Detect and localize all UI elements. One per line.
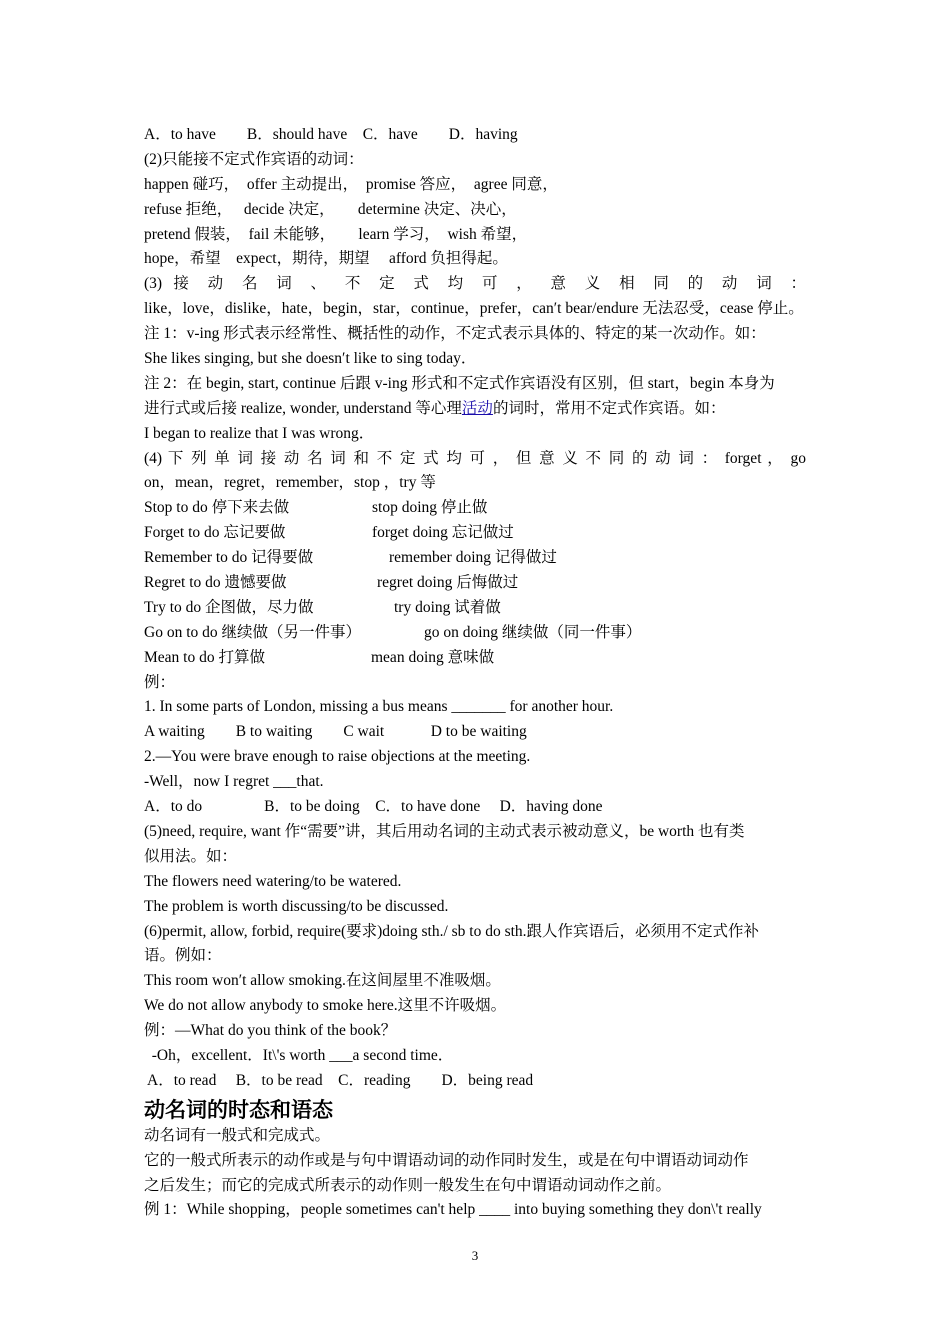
text-line: -Oh，excellent．It\'s worth ___a second time． [144,1046,454,1064]
activity-link[interactable]: 活动 [461,399,493,417]
text-line: on，mean，regret，remember，stop ，try 等 [144,474,436,492]
text-line: We do not allow anybody to smoke here.这里不许吸烟。 [144,997,507,1015]
text-line: -Well，now I regret ___that. [144,773,324,791]
text-line: A．to read B．to be read C．reading D．being read [144,1071,534,1089]
verb-pair-row [144,646,806,671]
verb-pair-row [144,546,806,571]
text-line: This room won′t allow smoking.在这间屋里不准吸烟。 [144,972,501,990]
pair-left: Go on to do 继续做（另一件事） [144,623,362,641]
text-line: She likes singing, but she doesn′t like to sing today． [144,350,477,368]
pair-right: remember doing 记得做过 [389,549,557,567]
text-line: (4) 下 列 单 词 接 动 名 词 和 不 定 式 均 可 ， 但 意 义 不 同 的 动 词 ： forget ， go [144,449,806,467]
text-line: The problem is worth discussing/to be discussed. [144,897,449,915]
text-line: (3) 接 动 名 词 、 不 定 式 均 可 ， 意 义 相 同 的 动 词 ： [144,275,806,293]
text-line: 注 1：v-ing 形式表示经常性、概括性的动作，不定式表示具体的、特定的某一次动作。如： [144,325,766,343]
text-line: 例 1：While shopping，people sometimes can't help ____ into buying something they don\'t really [144,1201,762,1219]
text-line: 动名词有一般式和完成式。 [144,1126,331,1144]
pair-left: Stop to do 停下来去做 [144,499,290,517]
text-line: A．to have B．should have C．have D．having [144,126,518,143]
section-heading: 动名词的时态和语态 [144,1097,333,1122]
text-line: 之后发生；而它的完成式所表示的动作则一般发生在句中谓语动词动作之前。 [144,1176,672,1194]
text-span: 进行式或后接 realize, wonder, understand 等心理 [144,399,462,417]
text-line: 例： [144,673,176,691]
pair-left: Regret to do 遗憾要做 [144,574,287,592]
text-line: 它的一般式所表示的动作或是与句中谓语动词的动作同时发生，或是在句中谓语动词动作 [144,1151,749,1169]
pair-left: Try to do 企图做，尽力做 [144,598,314,616]
text-line: 例：—What do you think of the book？ [144,1022,397,1040]
text-line: happen 碰巧， offer 主动提出， promise 答应， agree 同意， [144,175,558,193]
text-line: 2.—You were brave enough to raise objections at the meeting. [144,748,531,766]
text-line: I began to realize that I was wrong． [144,424,375,442]
text-line: 似用法。如： [144,847,238,865]
verb-pair-row [144,571,806,596]
text-span: 的词时，常用不定式作宾语。如： [492,399,726,417]
pair-left: Mean to do 打算做 [144,648,265,666]
text-line: pretend 假装， fail 未能够， learn 学习， wish 希望， [144,225,528,243]
pair-right: mean doing 意味做 [371,648,495,666]
page-content [144,123,806,1223]
text-line: hope，希望 expect，期待，期望 afford 负担得起。 [144,250,508,268]
verb-pair-row [144,521,806,546]
pair-right: try doing 试着做 [394,598,501,616]
text-line: 1. In some parts of London, missing a bus means _______ for another hour. [144,698,614,716]
text-line: A．to do B．to be doing C．to have done D．having done [144,798,603,816]
text-line: like，love，dislike，hate，begin，star，continue，prefer，can′t bear/endure 无法忍受，cease 停止。 [144,300,804,318]
pair-right: stop doing 停止做 [372,499,488,517]
text-line: The flowers need watering/to be watered. [144,872,402,890]
text-line: 注 2：在 begin, start, continue 后跟 v-ing 形式和不定式作宾语没有区别，但 start，begin 本身为 [144,374,775,392]
verb-pair-row [144,621,806,646]
text-line: refuse 拒绝， decide 决定， determine 决定、决心， [144,200,517,218]
verb-pair-row [144,596,806,621]
text-line: A waiting B to waiting C wait D to be waiting [144,723,527,741]
pair-right: go on doing 继续做（同一件事） [424,623,642,641]
pair-left: Forget to do 忘记要做 [144,524,286,542]
verb-pair-row [144,496,806,521]
text-line: (2)只能接不定式作宾语的动词： [144,150,364,168]
text-line: (5)need, require, want 作“需要”讲，其后用动名词的主动式表示被动意义，be worth 也有类 [144,822,745,840]
pair-left: Remember to do 记得要做 [144,549,314,567]
text-line: (6)permit, allow, forbid, require(要求)doing sth./ sb to do sth.跟人作宾语后，必须用不定式作补 [144,922,760,940]
page-number: 3 [471,1248,479,1263]
pair-right: forget doing 忘记做过 [372,524,514,542]
text-line [144,397,806,422]
verb-pair-list [144,496,806,670]
text-line: 语。例如： [144,947,222,965]
pair-right: regret doing 后悔做过 [377,574,519,592]
